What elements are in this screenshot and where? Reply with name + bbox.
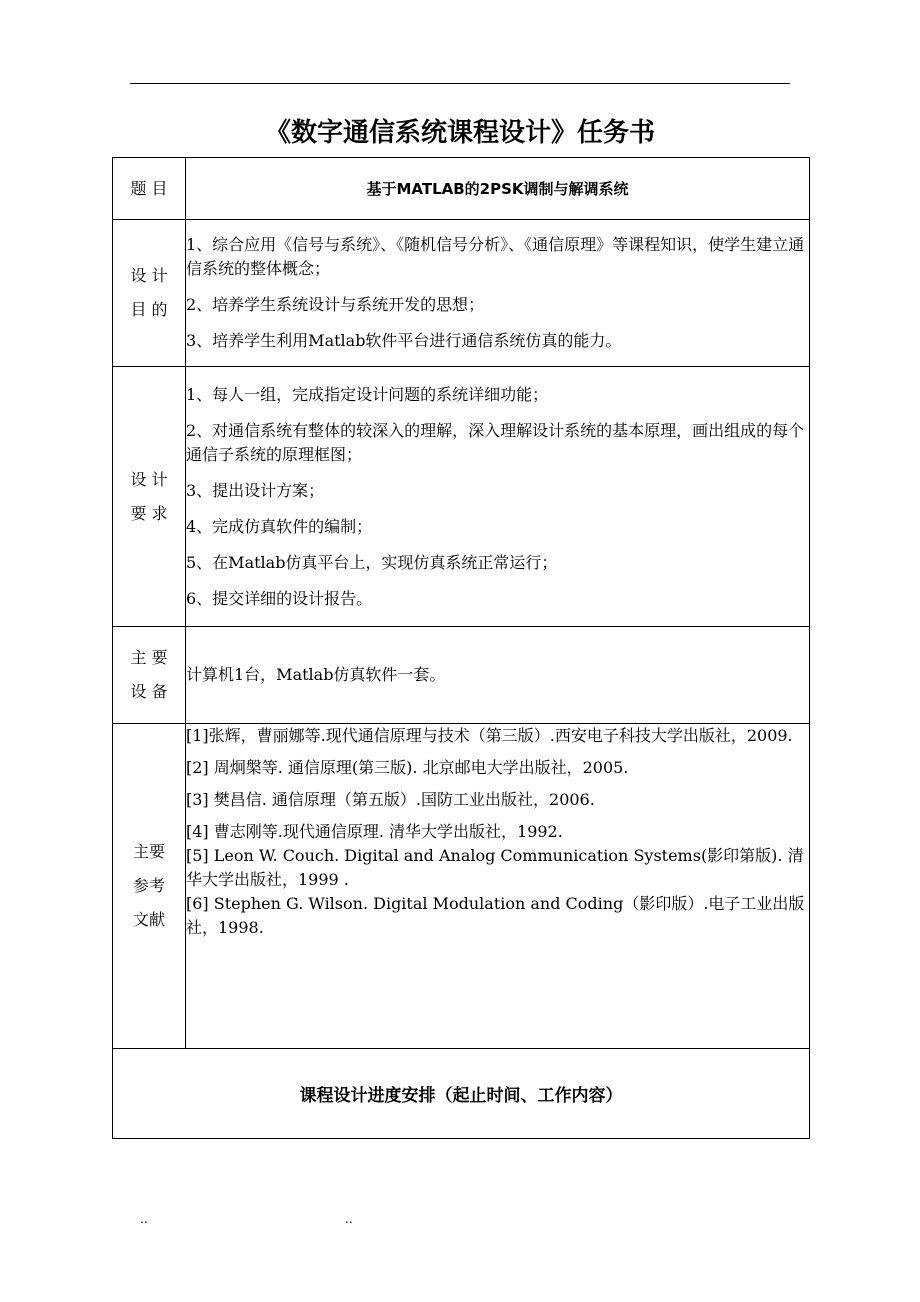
- purpose-item: 1、综合应用《信号与系统》、《随机信号分析》、《通信原理》等课程知识，使学生建立通信系统的整体概念；: [186, 235, 805, 278]
- footer-mark: ..: [140, 1212, 148, 1226]
- references-content: [186, 724, 810, 1049]
- purpose-item: 3、培养学生利用Matlab软件平台进行通信系统仿真的能力。: [186, 331, 622, 350]
- purpose-label-line: 设 计: [130, 266, 168, 285]
- references-label: [113, 724, 186, 1049]
- reference-item: [4] 曹志刚等.现代通信原理. 清华大学出版社，1992.: [186, 822, 563, 841]
- footer-mark: ..: [345, 1212, 353, 1226]
- equipment-label: [113, 627, 186, 724]
- reference-item: [1]张辉，曹丽娜等.现代通信原理与技术（第三版）.西安电子科技大学出版社，2009.: [186, 726, 793, 745]
- equipment-content: 计算机1台，Matlab仿真软件一套。: [186, 627, 810, 724]
- purpose-label: [113, 220, 186, 367]
- requirement-item: 2、对通信系统有整体的较深入的理解，深入理解设计系统的基本原理，画出组成的每个通信子系统的原理框图；: [186, 420, 805, 464]
- requirement-item: 4、完成仿真软件的编制；: [186, 516, 373, 536]
- reference-item: [6] Stephen G. Wilson. Digital Modulation and Coding（影印版）.电子工业出版社，1998.: [186, 894, 805, 937]
- references-label-line: 文献: [132, 910, 165, 929]
- requirements-label: [113, 367, 186, 627]
- references-label-line: 主要: [132, 842, 165, 861]
- equipment-label-line: 主 要: [130, 648, 168, 667]
- schedule-heading: 课程设计进度安排（起止时间、工作内容）: [113, 1049, 810, 1139]
- requirements-content: [186, 367, 810, 627]
- requirements-label-line: 要 求: [130, 503, 168, 523]
- purpose-row: [113, 220, 810, 367]
- requirement-item: 3、提出设计方案；: [186, 480, 325, 500]
- requirement-item: 1、每人一组，完成指定设计问题的系统详细功能；: [186, 384, 549, 404]
- requirements-row: [113, 367, 810, 627]
- equipment-row: [113, 627, 810, 724]
- reference-item: [2] 周炯槃等. 通信原理(第三版). 北京邮电大学出版社，2005.: [186, 758, 629, 777]
- references-label-line: 参考: [132, 876, 165, 895]
- topic-value: 基于MATLAB的2PSK调制与解调系统: [186, 158, 810, 220]
- equipment-label-line: 设 备: [130, 682, 168, 701]
- requirement-item: 5、在Matlab仿真平台上，实现仿真系统正常运行；: [186, 552, 558, 572]
- reference-item: [5] Leon W. Couch. Digital and Analog Communication Systems(影印第版). 清华大学出版社，1999 .: [186, 846, 804, 889]
- topic-row: [113, 158, 810, 220]
- references-row: [113, 724, 810, 1049]
- purpose-content: [186, 220, 810, 367]
- document-title: 《数字通信系统课程设计》任务书: [264, 118, 655, 148]
- purpose-label-line: 目 的: [130, 300, 168, 319]
- requirement-item: 6、提交详细的设计报告。: [186, 588, 373, 608]
- schedule-row: [113, 1049, 810, 1139]
- purpose-item: 2、培养学生系统设计与系统开发的思想；: [186, 295, 485, 314]
- reference-item: [3] 樊昌信. 通信原理（第五版）.国防工业出版社，2006.: [186, 790, 595, 809]
- header-rule: [130, 83, 790, 84]
- task-table: [112, 157, 810, 1139]
- requirements-label-line: 设 计: [130, 469, 168, 489]
- topic-label: 题 目: [113, 158, 186, 220]
